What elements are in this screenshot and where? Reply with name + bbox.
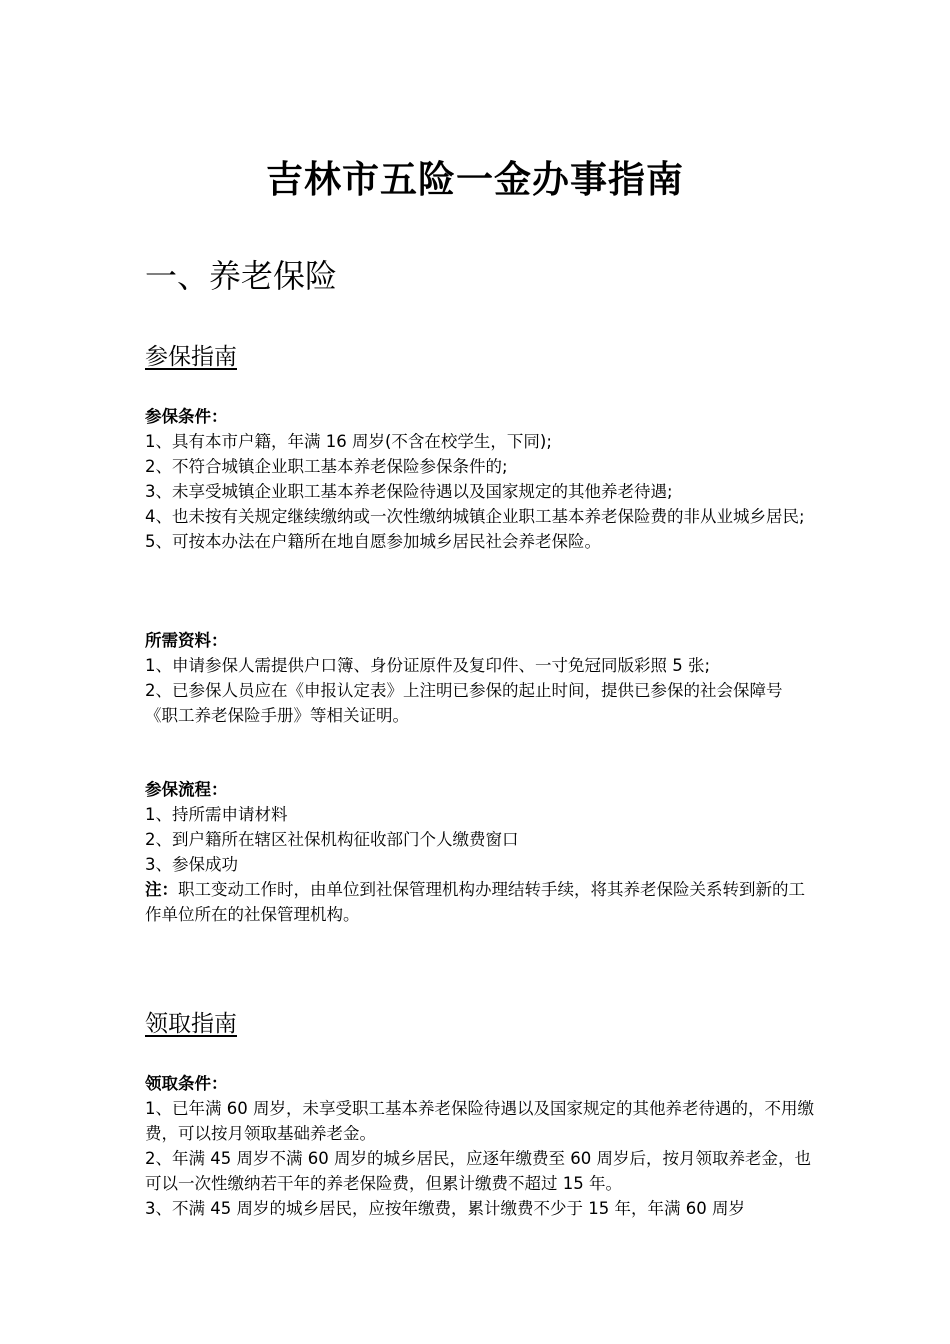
section-heading-pension: 一、养老保险 [145, 257, 338, 295]
process-item: 1、持所需申请材料 [145, 805, 288, 824]
process-note [145, 877, 815, 927]
material-item: 2、已参保人员应在《申报认定表》上注明已参保的起止时间，提供已参保的社会保障号《职工养老保险手册》等相关证明。 [145, 681, 783, 725]
claim-label: 领取条件： [145, 1074, 228, 1093]
enroll-guide-heading: 参保指南 [145, 344, 237, 370]
condition-item: 4、也未按有关规定继续缴纳或一次性缴纳城镇企业职工基本养老保险费的非从业城乡居民; [145, 507, 805, 526]
condition-item: 1、具有本市户籍，年满 16 周岁(不含在校学生，下同); [145, 432, 552, 451]
condition-item: 3、未享受城镇企业职工基本养老保险待遇以及国家规定的其他养老待遇; [145, 482, 673, 501]
materials-block [145, 628, 815, 728]
note-label: 注： [145, 880, 178, 899]
claim-item: 2、年满 45 周岁不满 60 周岁的城乡居民，应逐年缴费至 60 周岁后，按月领取养老金，也可以一次性缴纳若干年的养老保险费，但累计缴费不超过 15 年。 [145, 1149, 811, 1193]
condition-item: 5、可按本办法在户籍所在地自愿参加城乡居民社会养老保险。 [145, 532, 601, 551]
conditions-label: 参保条件： [145, 407, 228, 426]
claim-item: 1、已年满 60 周岁，未享受职工基本养老保险待遇以及国家规定的其他养老待遇的，不用缴费，可以按月领取基础养老金。 [145, 1099, 814, 1143]
conditions-block [145, 404, 815, 554]
claim-item: 3、不满 45 周岁的城乡居民，应按年缴费，累计缴费不少于 15 年，年满 60 周岁 [145, 1199, 745, 1218]
materials-label: 所需资料： [145, 631, 228, 650]
note-text: 职工变动工作时，由单位到社保管理机构办理结转手续，将其养老保险关系转到新的工作单位所在的社保管理机构。 [145, 880, 805, 924]
claim-block [145, 1071, 815, 1221]
material-item: 1、申请参保人需提供户口簿、身份证原件及复印件、一寸免冠同版彩照 5 张; [145, 656, 711, 675]
process-label: 参保流程： [145, 780, 228, 799]
process-item: 2、到户籍所在辖区社保机构征收部门个人缴费窗口 [145, 830, 519, 849]
claim-guide-heading: 领取指南 [145, 1011, 237, 1037]
document-title: 吉林市五险一金办事指南 [266, 158, 684, 201]
process-block [145, 777, 815, 927]
process-item: 3、参保成功 [145, 855, 238, 874]
condition-item: 2、不符合城镇企业职工基本养老保险参保条件的; [145, 457, 508, 476]
